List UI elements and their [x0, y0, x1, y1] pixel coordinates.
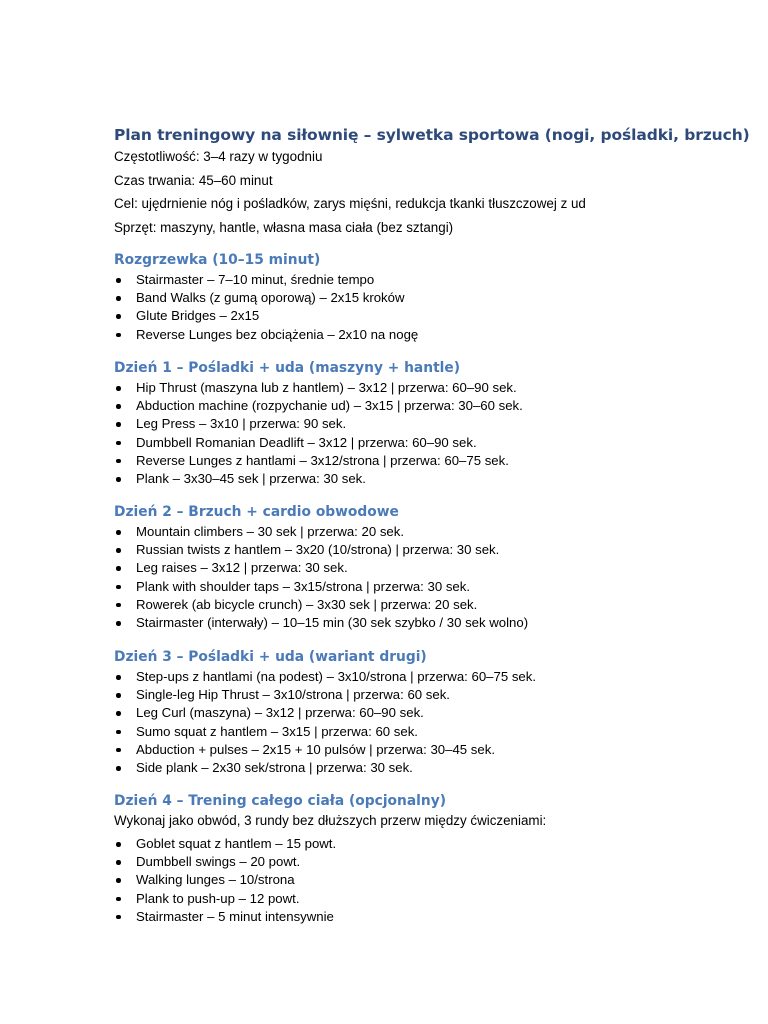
list-item: Russian twists z hantlem – 3x20 (10/strona) | przerwa: 30 sek. — [114, 541, 734, 559]
bullet-icon — [116, 477, 121, 482]
meta-equipment: Sprzęt: maszyny, hantle, własna masa ciała (bez sztangi) — [114, 219, 454, 235]
list-item: Dumbbell swings – 20 powt. — [114, 853, 734, 871]
meta-goal: Cel: ujędrnienie nóg i pośladków, zarys mięśni, redukcja tkanki tłuszczowej z ud — [114, 196, 586, 211]
bullet-icon — [116, 333, 121, 338]
bullet-icon — [116, 548, 121, 553]
list-item: Rowerek (ab bicycle crunch) – 3x30 sek | przerwa: 20 sek. — [114, 596, 734, 614]
list-item: Plank to push-up – 12 powt. — [114, 890, 734, 908]
bullet-icon — [116, 386, 121, 391]
list-item: Stairmaster (interwały) – 10–15 min (30 sek szybko / 30 sek wolno) — [114, 614, 734, 632]
exercise-list — [114, 668, 734, 777]
bullet-icon — [116, 860, 121, 865]
bullet-icon — [116, 296, 121, 301]
list-item: Mountain climbers – 30 sek | przerwa: 20 sek. — [114, 523, 734, 541]
list-item: Single-leg Hip Thrust – 3x10/strona | przerwa: 60 sek. — [114, 686, 734, 704]
list-item: Abduction + pulses – 2x15 + 10 pulsów | przerwa: 30–45 sek. — [114, 741, 734, 759]
list-item: Side plank – 2x30 sek/strona | przerwa: 30 sek. — [114, 759, 734, 777]
list-item: Leg Curl (maszyna) – 3x12 | przerwa: 60–90 sek. — [114, 704, 734, 722]
document-content — [114, 124, 750, 924]
exercise-list — [114, 835, 734, 926]
section-day-1 — [114, 359, 734, 488]
bullet-icon — [116, 422, 121, 427]
list-item: Plank – 3x30–45 sek | przerwa: 30 sek. — [114, 470, 734, 488]
list-item: Goblet squat z hantlem – 15 powt. — [114, 835, 734, 853]
bullet-icon — [116, 585, 121, 590]
exercise-list — [114, 523, 734, 632]
bullet-icon — [116, 459, 121, 464]
section-heading: Dzień 1 – Pośladki + uda (maszyny + hantle) — [114, 360, 461, 376]
list-item: Reverse Lunges bez obciążenia – 2x10 na nogę — [114, 326, 734, 344]
bullet-icon — [116, 314, 121, 319]
list-item: Reverse Lunges z hantlami – 3x12/strona | przerwa: 60–75 sek. — [114, 452, 734, 470]
bullet-icon — [116, 566, 121, 571]
list-item: Sumo squat z hantlem – 3x15 | przerwa: 60 sek. — [114, 723, 734, 741]
section-day-2 — [114, 503, 734, 632]
bullet-icon — [116, 730, 121, 735]
bullet-icon — [116, 693, 121, 698]
exercise-list — [114, 379, 734, 488]
list-item: Glute Bridges – 2x15 — [114, 307, 734, 325]
list-item: Hip Thrust (maszyna lub z hantlem) – 3x12 | przerwa: 60–90 sek. — [114, 379, 734, 397]
list-item: Walking lunges – 10/strona — [114, 871, 734, 889]
meta-duration: Czas trwania: 45–60 minut — [114, 172, 273, 188]
bullet-icon — [116, 621, 121, 626]
bullet-icon — [116, 711, 121, 716]
bullet-icon — [116, 441, 121, 446]
list-item: Leg Press – 3x10 | przerwa: 90 sek. — [114, 415, 734, 433]
section-heading: Dzień 2 – Brzuch + cardio obwodowe — [114, 504, 399, 520]
list-item: Step-ups z hantlami (na podest) – 3x10/strona | przerwa: 60–75 sek. — [114, 668, 734, 686]
document-title: Plan treningowy na siłownię – sylwetka sportowa (nogi, pośladki, brzuch) — [114, 126, 750, 144]
list-item: Stairmaster – 7–10 minut, średnie tempo — [114, 271, 734, 289]
section-heading: Dzień 3 – Pośladki + uda (wariant drugi) — [114, 649, 427, 665]
bullet-icon — [116, 897, 121, 902]
bullet-icon — [116, 842, 121, 847]
section-warmup — [114, 251, 734, 344]
bullet-icon — [116, 915, 121, 920]
bullet-icon — [116, 878, 121, 883]
list-item: Stairmaster – 5 minut intensywnie — [114, 908, 734, 926]
bullet-icon — [116, 278, 121, 283]
section-day-3 — [114, 648, 734, 777]
bullet-icon — [116, 404, 121, 409]
list-item: Abduction machine (rozpychanie ud) – 3x15 | przerwa: 30–60 sek. — [114, 397, 734, 415]
bullet-icon — [116, 675, 121, 680]
section-day-4 — [114, 792, 734, 926]
bullet-icon — [116, 766, 121, 771]
section-heading: Dzień 4 – Trening całego ciała (opcjonalny) — [114, 793, 447, 809]
bullet-icon — [116, 530, 121, 535]
bullet-icon — [116, 603, 121, 608]
list-item: Plank with shoulder taps – 3x15/strona | przerwa: 30 sek. — [114, 578, 734, 596]
list-item: Leg raises – 3x12 | przerwa: 30 sek. — [114, 559, 734, 577]
section-heading: Rozgrzewka (10–15 minut) — [114, 252, 321, 268]
exercise-list — [114, 271, 734, 344]
bullet-icon — [116, 748, 121, 753]
list-item: Band Walks (z gumą oporową) – 2x15 kroków — [114, 289, 734, 307]
section-intro: Wykonaj jako obwód, 3 rundy bez dłuższych przerw między ćwiczeniami: — [114, 813, 547, 828]
list-item: Dumbbell Romanian Deadlift – 3x12 | przerwa: 60–90 sek. — [114, 434, 734, 452]
meta-frequency: Częstotliwość: 3–4 razy w tygodniu — [114, 149, 323, 164]
